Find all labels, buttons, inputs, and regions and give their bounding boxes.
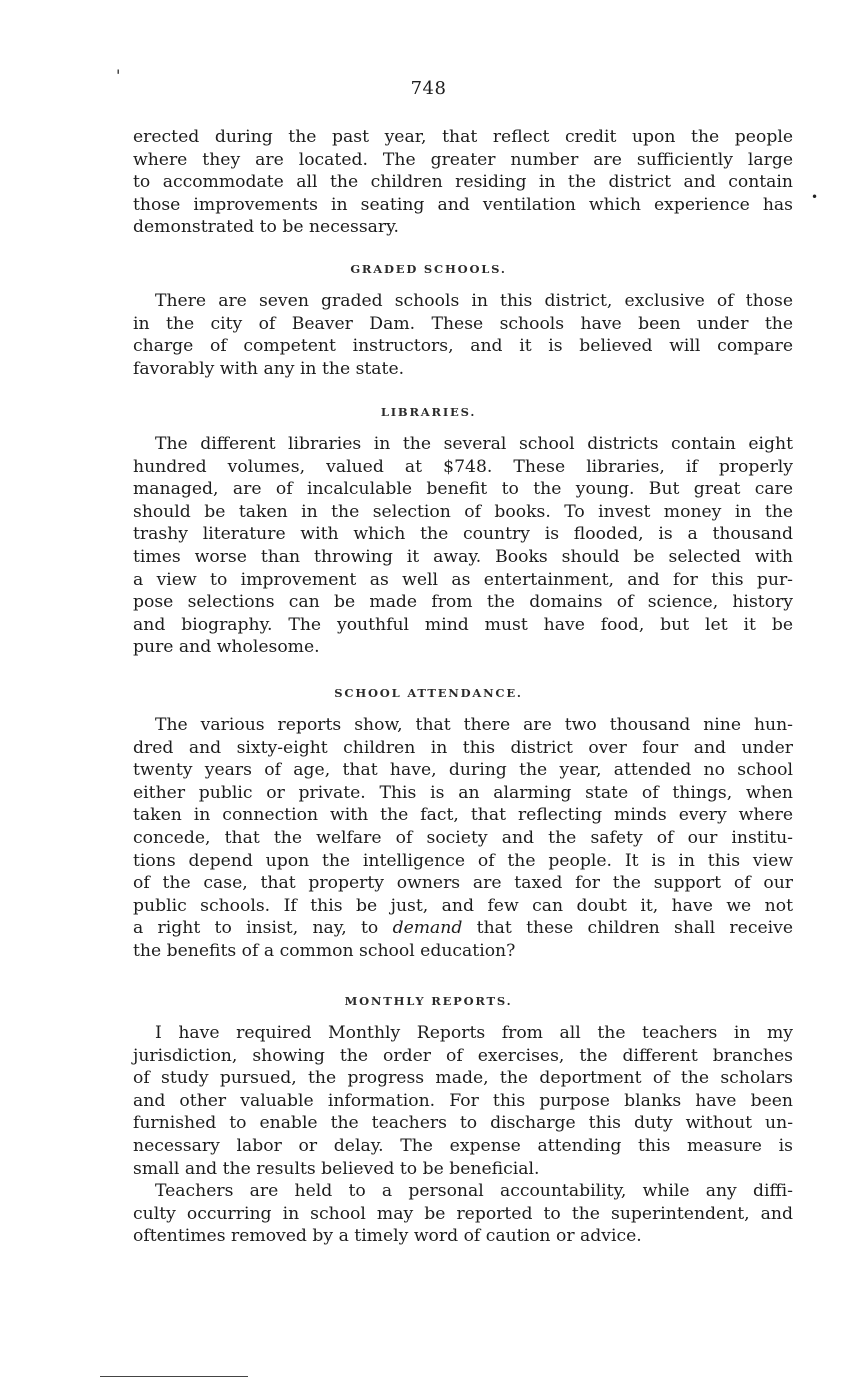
graded-schools-paragraph (133, 290, 793, 380)
text-line: where they are located. The greater number are sufficiently large (133, 149, 793, 170)
text-line: those improvements in seating and ventilation which experience has (133, 194, 793, 215)
text-line: erected during the past year, that reflect credit upon the people (133, 127, 793, 147)
text-line: pure and wholesome. (133, 637, 320, 658)
emphasized-word: demand (392, 918, 463, 939)
text-line: The various reports show, that there are two thousand nine hun- (155, 715, 793, 735)
text-line: oftentimes removed by a timely word of caution or advice. (133, 1226, 642, 1247)
text-line: and biography. The youthful mind must have food, but let it be (133, 614, 793, 635)
text-fragment: that these children shall receive (462, 918, 793, 939)
text-line: furnished to enable the teachers to discharge this duty without un- (133, 1113, 793, 1134)
text-line: taken in connection with the fact, that reflecting minds every where (133, 805, 793, 826)
intro-paragraph (133, 126, 793, 239)
text-line: the benefits of a common school education? (133, 940, 516, 961)
text-line: to accommodate all the children residing in the district and contain (133, 172, 793, 193)
text-line: demonstrated to be necessary. (133, 217, 400, 238)
text-line: culty occurring in school may be reported to the superintendent, and (133, 1203, 793, 1224)
text-line: and other valuable information. For this purpose blanks have been (133, 1090, 793, 1111)
text-line: small and the results believed to be beneficial. (133, 1158, 540, 1179)
monthly-reports-paragraph (133, 1022, 793, 1248)
text-line-with-emphasis (133, 917, 793, 940)
text-line: of study pursued, the progress made, the deportment of the scholars (133, 1068, 793, 1089)
text-line: managed, are of incalculable benefit to the young. But great care (133, 479, 793, 500)
text-line: jurisdiction, showing the order of exercises, the different branches (133, 1045, 793, 1066)
margin-tick-mark: ' (116, 66, 121, 85)
page-number: 748 (410, 78, 447, 99)
section-heading-libraries: LIBRARIES. (380, 405, 477, 419)
section-heading-monthly-reports: MONTHLY REPORTS. (344, 994, 513, 1008)
text-line: in the city of Beaver Dam. These schools have been under the (133, 313, 793, 334)
text-line: hundred volumes, valued at $748. These libraries, if properly (133, 456, 793, 477)
text-line: I have required Monthly Reports from all the teachers in my (155, 1023, 793, 1043)
text-line: There are seven graded schools in this district, exclusive of those (155, 291, 793, 311)
footer-rule (100, 1376, 248, 1377)
school-attendance-paragraph (133, 714, 793, 963)
text-line: trashy literature with which the country is flooded, is a thousand (133, 524, 793, 545)
text-line: public schools. If this be just, and few can doubt it, have we not (133, 895, 793, 916)
text-line: times worse than throwing it away. Books should be selected with (133, 546, 793, 567)
section-heading-school-attendance: SCHOOL ATTENDANCE. (334, 686, 523, 700)
text-line: charge of competent instructors, and it is believed will compare (133, 336, 793, 357)
text-line: favorably with any in the state. (133, 358, 405, 379)
text-line: dred and sixty-eight children in this district over four and under (133, 737, 793, 758)
text-line: necessary labor or delay. The expense attending this measure is (133, 1135, 793, 1156)
text-fragment: a right to insist, nay, to (133, 918, 393, 939)
section-heading-graded-schools: GRADED SCHOOLS. (350, 262, 507, 276)
text-line: twenty years of age, that have, during the year, attended no school (133, 760, 793, 781)
text-line: tions depend upon the intelligence of the people. It is in this view (133, 850, 793, 871)
text-line: should be taken in the selection of books. To invest money in the (133, 501, 793, 522)
text-line: a view to improvement as well as entertainment, and for this pur- (133, 569, 793, 590)
text-line: The different libraries in the several school districts contain eight (155, 434, 793, 454)
libraries-paragraph (133, 433, 793, 659)
text-line: either public or private. This is an alarming state of things, when (133, 782, 793, 803)
margin-dot-mark: • (811, 190, 819, 204)
text-line: pose selections can be made from the domains of science, history (133, 592, 793, 613)
text-line: of the case, that property owners are taxed for the support of our (133, 873, 793, 894)
text-line: concede, that the welfare of society and the safety of our institu- (133, 827, 793, 848)
text-line: Teachers are held to a personal accountability, while any diffi- (155, 1181, 793, 1202)
